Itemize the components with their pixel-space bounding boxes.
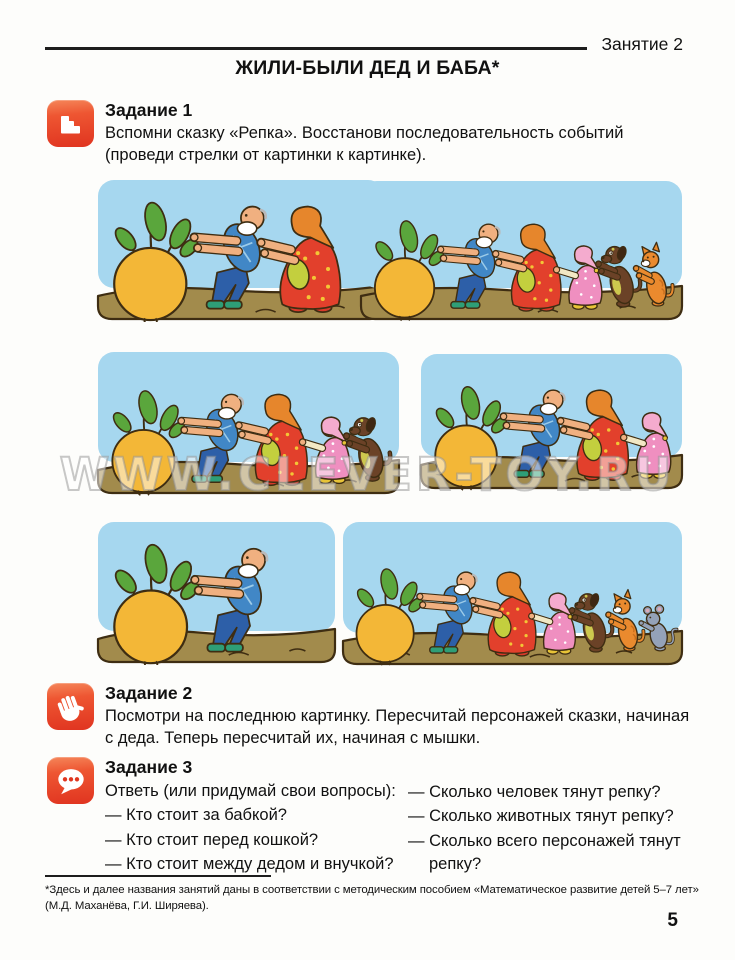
stairs-icon — [47, 100, 94, 147]
question-item: — Кто стоит за бабкой? — [105, 806, 287, 825]
questions-left — [105, 804, 408, 876]
page-number: 5 — [667, 910, 678, 931]
story-picture-5 — [95, 512, 338, 665]
question-item: — Кто стоит между дедом и внучкой? — [105, 854, 394, 873]
questions-right — [408, 780, 710, 877]
story-picture-1 — [95, 170, 387, 322]
watermark: WWW.CLEVER-TOY.RU — [59, 448, 676, 501]
task-2-title: Задание 2 — [105, 683, 193, 703]
story-picture-2 — [358, 171, 685, 322]
footnote-rule — [45, 875, 271, 877]
task-1-title: Задание 1 — [105, 100, 193, 120]
story-picture-3 — [95, 342, 402, 496]
task-3-title: Задание 3 — [105, 757, 193, 777]
header-rule — [45, 47, 587, 50]
task-2-text: Посмотри на последнюю картинку. Пересчитай персонажей сказки, начиная с деда. Теперь пересчитай их, начиная с мышки. — [105, 707, 690, 747]
task-1 — [47, 100, 697, 167]
footnote: *Здесь и далее названия занятий даны в соответствии с методическим пособием «Математическое развитие детей 5–7 лет» (М.Д. Маханёва, Г.И. Ширяева). — [45, 884, 699, 912]
task-2 — [47, 683, 697, 750]
story-picture-4 — [418, 344, 685, 491]
task-3-intro: Ответь (или придумай свои вопросы): — [105, 782, 396, 800]
task-1-text: Вспомни сказку «Репка». Восстанови последовательность событий (проведи стрелки от картинки к картинке). — [105, 124, 624, 164]
page-title: ЖИЛИ-БЫЛИ ДЕД И БАБА* — [235, 57, 500, 79]
question-item: — Сколько животных тянут репку? — [408, 807, 674, 826]
lesson-label: Занятие 2 — [601, 34, 683, 54]
hand-icon — [47, 683, 94, 730]
question-item: — Кто стоит перед кошкой? — [105, 830, 319, 849]
speech-icon — [47, 757, 94, 804]
story-picture-6 — [340, 512, 685, 667]
question-item: — Сколько человек тянут репку? — [408, 783, 661, 801]
question-item: — Сколько всего персонажей тянут репку? — [408, 831, 681, 874]
task-3 — [47, 757, 712, 877]
